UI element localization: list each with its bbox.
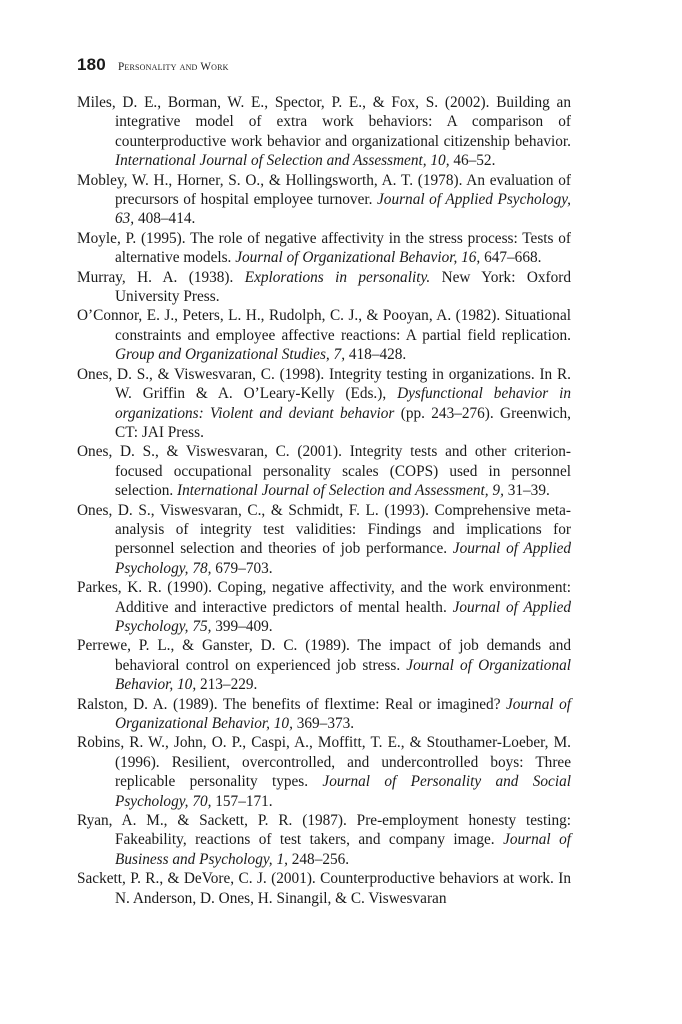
reference-entry <box>77 811 571 869</box>
page-number: 180 <box>77 55 106 74</box>
reference-pages: 679–703. <box>211 559 273 577</box>
reference-entry <box>77 229 571 268</box>
reference-text: Ones, D. S., & Viswesvaran, C. (1998). Integrity testing in organizations. In R. W. Griffin & A. O’Leary-Kelly (Eds.), <box>77 365 571 403</box>
reference-pages: 418–428. <box>345 346 407 364</box>
reference-entry <box>77 869 571 908</box>
reference-journal: International Journal of Selection and Assessment, 9, <box>177 482 504 500</box>
reference-entry <box>77 93 571 171</box>
reference-text: Mobley, W. H., Horner, S. O., & Hollingsworth, A. T. (1978). An evaluation of precursors of hospital employee turnover. <box>77 171 571 209</box>
reference-text: Ones, D. S., Viswesvaran, C., & Schmidt, F. L. (1993). Comprehensive meta-analysis of integrity test validities: Findings and implications for personnel selection and theories of job performance. <box>77 501 571 558</box>
reference-entry <box>77 365 571 443</box>
reference-pages: 647–668. <box>480 249 542 267</box>
reference-book-title: Explorations in personality. <box>244 268 431 286</box>
reference-pages: 31–39. <box>503 482 550 500</box>
reference-list <box>77 93 571 908</box>
reference-pages: 157–171. <box>211 792 273 810</box>
reference-journal: International Journal of Selection and Assessment, 10, <box>115 152 450 170</box>
reference-entry <box>77 171 571 229</box>
reference-journal: Journal of Organizational Behavior, 10, <box>115 695 572 732</box>
reference-entry <box>77 501 571 579</box>
reference-pages: 408–414. <box>134 210 196 228</box>
reference-entry <box>77 578 571 636</box>
reference-pages: 369–373. <box>292 715 355 732</box>
reference-journal: Journal of Applied Psychology, 75, <box>115 598 572 635</box>
reference-entry <box>77 306 571 364</box>
reference-entry <box>77 636 571 694</box>
reference-text: Miles, D. E., Borman, W. E., Spector, P. E., & Fox, S. (2002). Building an integrative model of extra work behaviors: A comparison of counterproductive work behavior and organizational citizenship behavior. <box>77 94 571 150</box>
reference-entry <box>77 442 571 500</box>
reference-text: Ryan, A. M., & Sackett, P. R. (1987). Pre-employment honesty testing: Fakeability, reactions of test takers, and company image. <box>77 812 571 849</box>
reference-journal: Journal of Business and Psychology, 1, <box>115 831 572 868</box>
reference-text: Ones, D. S., & Viswesvaran, C. (2001). Integrity tests and other criterion-focused occupational personality scales (COPS) used in personnel selection. <box>77 443 571 500</box>
reference-text: Sackett, P. R., & DeVore, C. J. (2001). Counterproductive behaviors at work. In N. Anderson, D. Ones, H. Sinangil, & C. Viswesvaran <box>77 870 571 907</box>
reference-text: Perrewe, P. L., & Ganster, D. C. (1989). The impact of job demands and behavioral control on experienced job stress. <box>77 637 571 674</box>
reference-text: Moyle, P. (1995). The role of negative affectivity in the stress process: Tests of alternative models. <box>77 229 571 267</box>
reference-entry <box>77 268 571 307</box>
reference-journal: Journal of Applied Psychology, 78, <box>115 540 572 577</box>
reference-entry <box>77 733 571 811</box>
reference-pages: 248–256. <box>287 850 350 868</box>
reference-journal: Journal of Personality and Social Psychology, 70, <box>115 773 571 810</box>
reference-pages: 213–229. <box>196 676 258 694</box>
reference-text: Robins, R. W., John, O. P., Caspi, A., Moffitt, T. E., & Stouthamer-Loeber, M. (1996). Resilient, overcontrolled, and undercontrolled boys: Three replicable personality types. <box>77 734 571 791</box>
reference-publisher: New York: Oxford University Press. <box>115 268 571 306</box>
reference-book-title: Dysfunctional behavior in organizations: Violent and deviant behavior <box>115 385 571 422</box>
running-title: Personality and Work <box>117 61 229 73</box>
reference-journal: Group and Organizational Studies, 7, <box>115 346 346 364</box>
reference-text: Murray, H. A. (1938). <box>77 268 245 286</box>
running-head <box>77 55 229 79</box>
reference-journal: Journal of Organizational Behavior, 16, <box>235 249 481 267</box>
reference-pages: 399–409. <box>211 617 273 635</box>
reference-journal: Journal of Organizational Behavior, 10, <box>115 656 571 694</box>
reference-pages: 46–52. <box>449 152 496 170</box>
reference-publisher: (pp. 243–276). Greenwich, CT: JAI Press. <box>115 404 571 441</box>
reference-text: Parkes, K. R. (1990). Coping, negative affectivity, and the work environment: Additive and interactive predictors of mental health. <box>77 579 571 616</box>
reference-entry <box>77 695 571 734</box>
reference-text: O’Connor, E. J., Peters, L. H., Rudolph, C. J., & Pooyan, A. (1982). Situational constraints and employee affective reactions: A partial field replication. <box>77 307 571 344</box>
reference-journal: Journal of Applied Psychology, 63, <box>115 191 572 228</box>
reference-text: Ralston, D. A. (1989). The benefits of flextime: Real or imagined? <box>77 695 507 713</box>
